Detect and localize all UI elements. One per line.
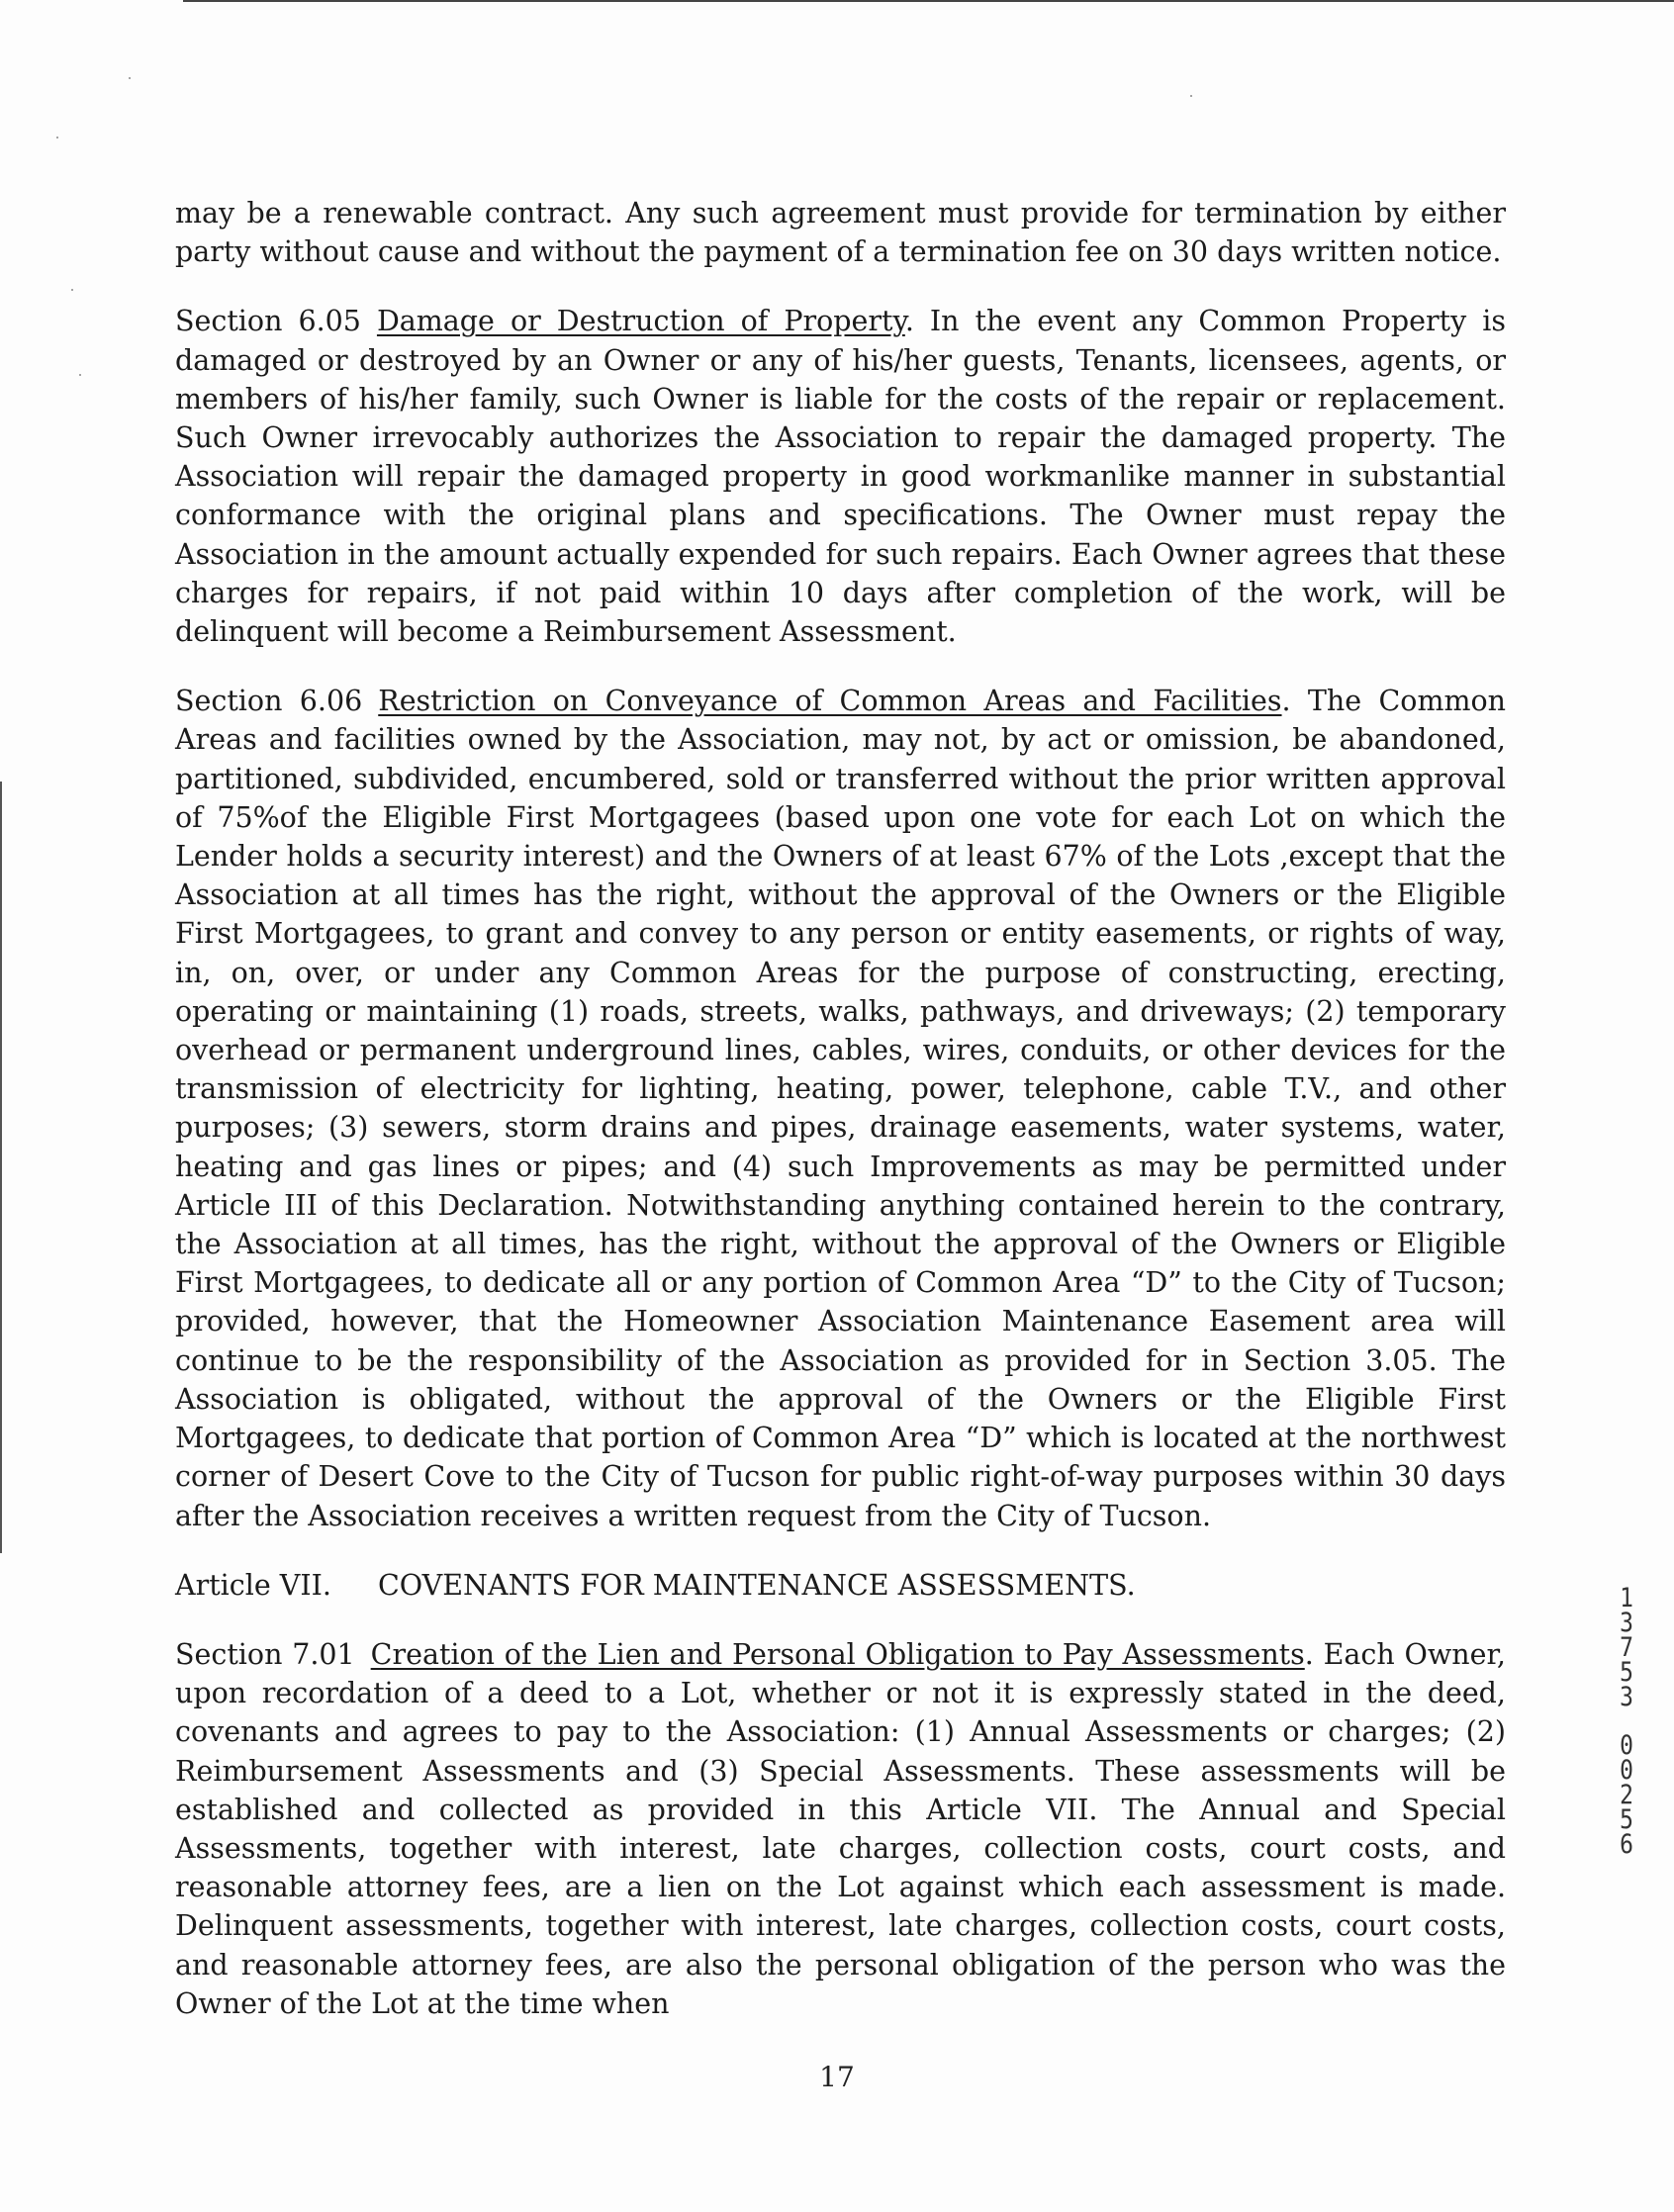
section-heading: Damage or Destruction of Property (376, 305, 905, 338)
paragraph-continuation (175, 194, 1506, 271)
page-number: 17 (819, 2061, 855, 2093)
section-text: . In the event any Common Property is damaged or destroyed by an Owner or any of his/her guests, Tenants, licensees, agents, or members of his/her family, such Owner is liable for the costs of the repair or replacement. Such Owner irrevocably authorizes the Association to repair the damaged property. The Association will repair the damaged property in good workmanlike manner in substantial conformance with the original plans and specifications. The Owner must repay the Association in the amount actually expended for such repairs. Each Owner agrees that these charges for repairs, if not paid within 10 days after completion of the work, will be delinquent will become a Reimbursement Assessment. (175, 305, 1506, 649)
scan-edge-left (0, 782, 2, 1553)
scan-speck (56, 137, 58, 138)
section-number: Section 6.05 (175, 305, 361, 338)
section-number: Section 6.06 (175, 685, 363, 718)
section-6-05 (175, 302, 1506, 651)
section-text: . The Common Areas and facilities owned by the Association, may not, by act or omission, be abandoned, partitioned, subdivided, encumbered, sold or transferred without the prior written approval of 75%of the Eligible First Mortgagees (based upon one vote for each Lot on which the Lender holds a security interest) and the Owners of at least 67% of the Lots ,except that the Association at all times has the right, without the approval of the Owners or the Eligible First Mortgagees, to grant and convey to any person or entity easements, or rights of way, in, on, over, or under any Common Areas for the purpose of constructing, erecting, operating or maintaining (1) roads, streets, walks, pathways, and driveways; (2) temporary overhead or permanent underground lines, cables, wires, conduits, or other devices for the transmission of electricity for lighting, heating, power, telephone, cable T.V., and other purposes; (3) sewers, storm drains and pipes, drainage easements, water systems, water, heating and gas lines or pipes; and (4) such Improvements as may be permitted under Article III of this Declaration. Notwithstanding anything contained herein to the contrary, the Association at all times, has the right, without the approval of the Owners or Eligible First Mortgagees, to dedicate all or any portion of Common Area “D” to the City of Tucson; provided, however, that the Homeowner Association Maintenance Easement area will continue to be the responsibility of the Association as provided for in Section 3.05. The Association is obligated, without the approval of the Owners or the Eligible First Mortgagees, to dedicate that portion of Common Area “D” which is located at the northwest corner of Desert Cove to the City of Tucson for public right-of-way purposes within 30 days after the Association receives a written request from the City of Tucson. (175, 685, 1507, 1532)
section-heading: Creation of the Lien and Personal Obligation to Pay Assessments (370, 1637, 1305, 1671)
recording-page-number: 00256 (1620, 1730, 1633, 1860)
document-body (175, 194, 1506, 2054)
paragraph-text: may be a renewable contract. Any such agreement must provide for termination by either party without cause and without the payment of a termination fee on 30 days written notice. (175, 197, 1506, 269)
article-heading (175, 1566, 1506, 1605)
section-text: . Each Owner, upon recordation of a deed to a Lot, whether or not it is expressly stated in the deed, covenants and agrees to pay to the Association: (1) Annual Assessments or charges; (2) Reimbursement Assessments and (3) Special Assessments. These assessments will be established and collected as provided in this Article VII. The Annual and Special Assessments, together with interest, late charges, collection costs, court costs, and reasonable attorney fees, are a lien on the Lot against which each assessment is made. Delinquent assessments, together with interest, late charges, collection costs, court costs, and reasonable attorney fees, are also the personal obligation of the person who was the Owner of the Lot at the time when (175, 1637, 1506, 2020)
article-title: COVENANTS FOR MAINTENANCE ASSESSMENTS. (378, 1568, 1136, 1602)
scan-edge-top (183, 0, 1674, 2)
recording-docket-number: 13753 (1620, 1583, 1633, 1712)
scan-speck (71, 289, 73, 291)
section-heading: Restriction on Conveyance of Common Areas and Facilities (378, 685, 1282, 718)
recording-stamp (1615, 1583, 1638, 1860)
section-6-06 (175, 682, 1506, 1534)
section-number: Section 7.01 (175, 1637, 355, 1671)
article-number: Article VII. (175, 1568, 331, 1602)
scan-speck (79, 374, 81, 376)
scan-speck (129, 77, 131, 79)
scan-speck (1190, 95, 1192, 97)
section-7-01 (175, 1635, 1506, 2023)
